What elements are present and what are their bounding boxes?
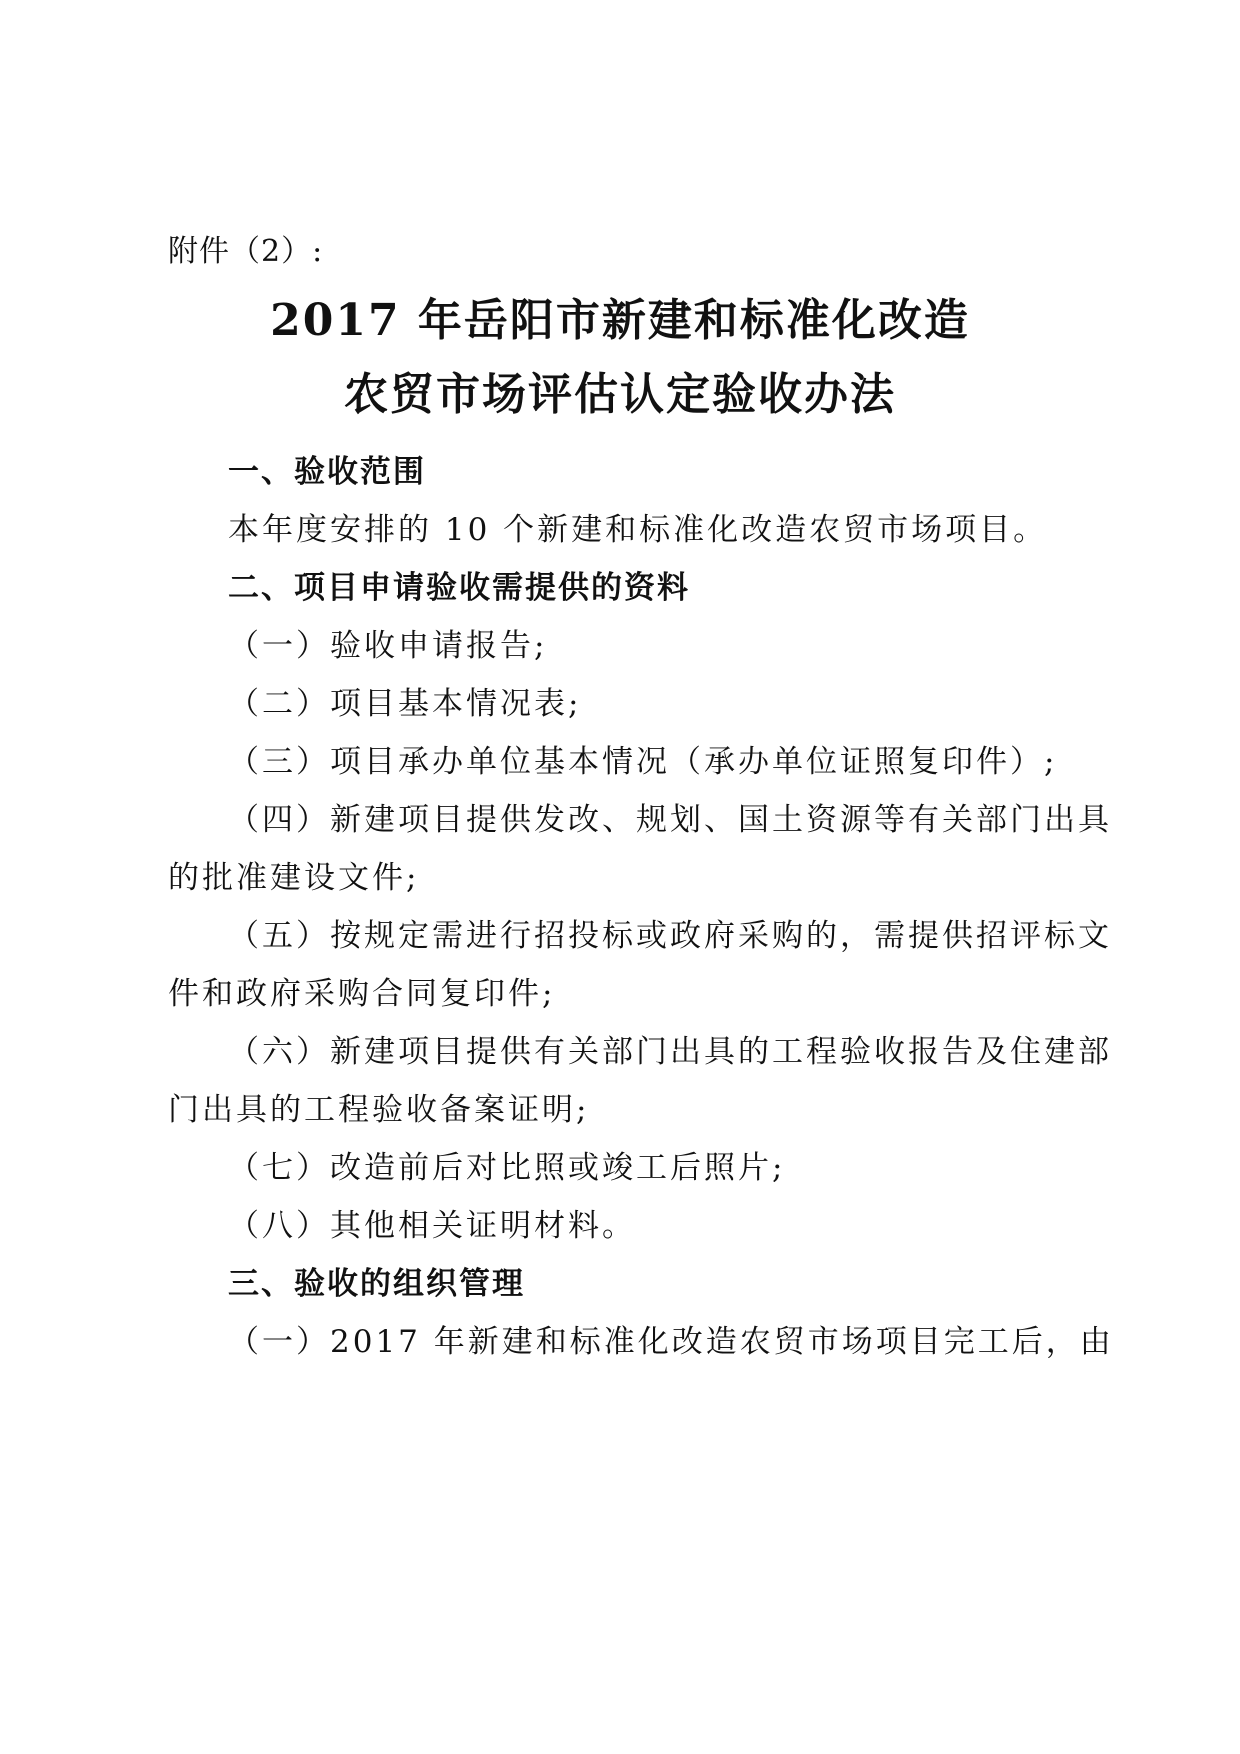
- section-3-item-1-line-1: （一）2017 年新建和标准化改造农贸市场项目完工后，由: [228, 1324, 1114, 1360]
- document-title-line-2: 农贸市场评估认定验收办法: [344, 369, 896, 420]
- section-2-item-2: （二）项目基本情况表;: [228, 686, 582, 722]
- attachment-label: 附件（2）:: [168, 234, 324, 269]
- section-2-item-4-line-2: 的批准建设文件;: [168, 860, 420, 896]
- section-2-item-5-line-2: 件和政府采购合同复印件;: [168, 976, 556, 1012]
- section-1-text: 本年度安排的 10 个新建和标准化改造农贸市场项目。: [228, 512, 1048, 548]
- section-2-item-7: （七）改造前后对比照或竣工后照片;: [228, 1150, 786, 1186]
- section-3-heading: 三、验收的组织管理: [228, 1266, 525, 1302]
- section-2-item-6-line-1: （六）新建项目提供有关部门出具的工程验收报告及住建部: [228, 1034, 1112, 1070]
- section-1-heading: 一、验收范围: [228, 454, 426, 490]
- section-2-item-4-line-1: （四）新建项目提供发改、规划、国土资源等有关部门出具: [228, 802, 1112, 838]
- section-2-item-1: （一）验收申请报告;: [228, 628, 548, 664]
- section-2-heading: 二、项目申请验收需提供的资料: [228, 570, 690, 606]
- section-2-item-3: （三）项目承办单位基本情况（承办单位证照复印件）;: [228, 744, 1058, 780]
- section-2-item-5-line-1: （五）按规定需进行招投标或政府采购的，需提供招评标文: [228, 918, 1112, 954]
- section-2-item-8: （八）其他相关证明材料。: [228, 1208, 636, 1244]
- document-title-line-1: 2017 年岳阳市新建和标准化改造: [270, 295, 970, 346]
- section-2-item-6-line-2: 门出具的工程验收备案证明;: [168, 1092, 590, 1128]
